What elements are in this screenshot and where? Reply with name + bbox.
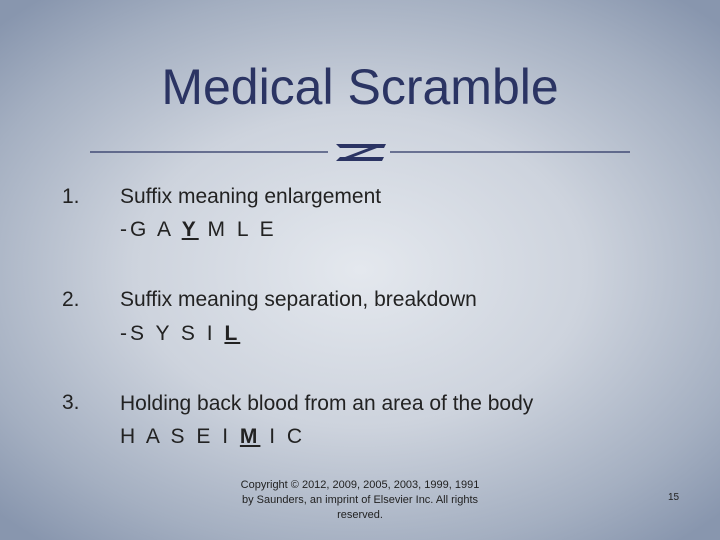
item-number: 1. [62,185,80,208]
page-number: 15 [668,492,680,503]
item-clue: Holding back blood from an area of the body [120,392,534,415]
title-divider [90,140,630,164]
scrambled-word [120,213,277,246]
scramble-highlighted-letter: Y [181,218,199,241]
scramble-part: I C [260,425,306,448]
scramble-part: H A S E I [120,425,240,448]
copyright-notice: Copyright © 2012, 2009, 2005, 2003, 1999, 1991 by Saunders, an imprint of Elsevier Inc. All rights reserved. [240,479,480,521]
scroll-ornament-icon [336,144,386,161]
item-number: 2. [62,288,80,311]
item-clue: Suffix meaning enlargement [120,185,382,208]
item-clue: Suffix meaning separation, breakdown [120,288,477,311]
slide-title: Medical Scramble [161,59,559,115]
scramble-part: M L E [198,218,277,241]
scramble-part: -S Y S I [120,322,225,345]
scrambled-word [120,317,240,350]
item-number: 3. [62,391,80,414]
scramble-highlighted-letter: L [224,322,241,345]
scramble-part: -G A [120,218,182,241]
scramble-highlighted-letter: M [239,425,261,448]
scrambled-word [120,420,305,453]
